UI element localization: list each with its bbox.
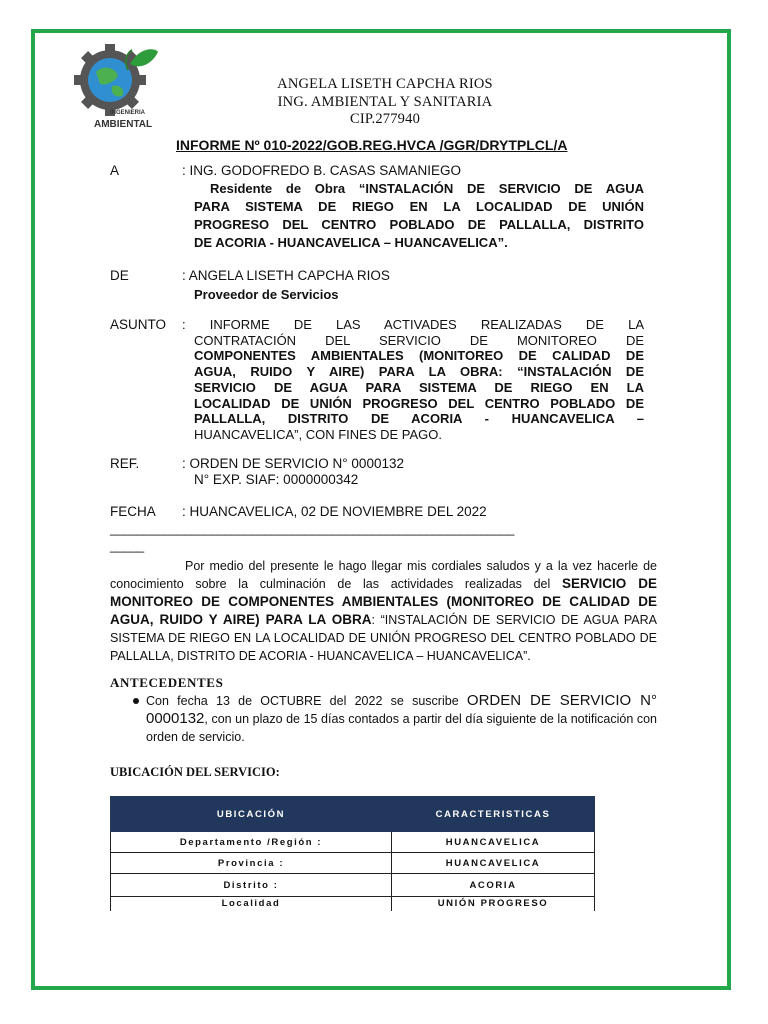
from-name: : ANGELA LISETH CAPCHA RIOS <box>182 268 390 283</box>
subject-line: HUANCAVELICA”, CON FINES DE PAGO. <box>194 426 443 442</box>
date-label: FECHA <box>110 504 156 519</box>
antecedentes-text: , con un plazo de 15 días contados a partir del día siguiente de la notificación con orden de servicio. <box>146 712 657 744</box>
table-cell: UNIÓN PROGRESO <box>392 897 595 912</box>
report-title: INFORME Nº 010-2022/GOB.REG.HVCA /GGR/DRYTPLCL/A <box>176 137 568 153</box>
ref-label: REF. <box>110 456 140 471</box>
ubicacion-heading: UBICACIÓN DEL SERVICIO: <box>110 765 280 779</box>
intro-text: : “INSTALACIÓN DE SERVICIO DE AGUA PARA SISTEMA DE RIEGO EN LA LOCALIDAD DE UNIÓN PROGRESO DEL CENTRO POBLADO DE PALLALLA, DISTRITO DE ACORIA - HUANCAVELICA – HUANCAVELICA”. <box>110 613 657 663</box>
table-row <box>111 874 595 897</box>
to-role <box>194 180 644 252</box>
subject-line: CONTRATACIÓN DEL SERVICIO DE MONITOREO DE <box>194 332 644 348</box>
subject-line: PALLALLA, DISTRITO DE ACORIA - HUANCAVELICA – <box>194 411 644 427</box>
author-profession: ING. AMBIENTAL Y SANITARIA <box>277 94 493 110</box>
table-cell: Localidad <box>111 897 392 912</box>
author-cip: CIP.277940 <box>349 111 421 127</box>
logo-small-text: INGENIERIA <box>110 110 146 116</box>
intro-text: Por medio del presente le hago llegar mis cordiales saludos y a la vez hacerle de conocimiento sobre la culminación de las actividades realizadas del <box>110 559 657 591</box>
table-row <box>111 832 595 853</box>
table-row <box>111 853 595 874</box>
subject-line: LOCALIDAD DE UNIÓN PROGRESO DEL CENTRO POBLADO DE <box>194 395 644 411</box>
intro-bold-text: SERVICIO DE MONITOREO DE COMPONENTES AMBIENTALES (MONITOREO DE CALIDAD DE AGUA, RUIDO Y AIRE) PARA LA OBRA <box>110 576 657 627</box>
table-header-cell: CARACTERISTICAS <box>392 797 595 832</box>
logo <box>68 42 160 132</box>
subject-line: COMPONENTES AMBIENTALES (MONITOREO DE CALIDAD DE <box>194 348 644 364</box>
to-role-line: PROGRESO DEL CENTRO POBLADO DE PALLALLA, DISTRITO <box>194 217 644 232</box>
author-name: ANGELA LISETH CAPCHA RIOS <box>277 76 493 92</box>
subject-label: ASUNTO <box>110 317 167 332</box>
antecedentes-text: Con fecha 13 de OCTUBRE del 2022 se suscribe <box>146 694 467 708</box>
table-cell: HUANCAVELICA <box>392 853 595 874</box>
to-label: A <box>110 163 120 178</box>
table-header-row <box>111 797 595 832</box>
table-cell: Provincia : <box>111 853 392 874</box>
table-cell: Departamento /Región : <box>111 832 392 853</box>
ref-order: : ORDEN DE SERVICIO N° 0000132 <box>182 456 404 471</box>
order-number-text: ORDEN DE SERVICIO N° 0000132 <box>146 692 657 727</box>
logo-big-text: AMBIENTAL <box>94 119 153 130</box>
subject-line: : INFORME DE LAS ACTIVADES REALIZADAS DE LA <box>182 317 644 332</box>
intro-paragraph <box>110 557 657 665</box>
bullet-icon <box>133 698 139 704</box>
to-role-line: PARA SISTEMA DE RIEGO EN LA LOCALIDAD DE UNIÓN <box>194 199 644 214</box>
to-name: : ING. GODOFREDO B. CASAS SAMANIEGO <box>182 163 462 178</box>
to-role-line: Residente de Obra “INSTALACIÓN DE SERVICIO DE AGUA <box>210 181 644 196</box>
separator-line: ____________________________________________________________ <box>110 521 514 536</box>
table-cell: HUANCAVELICA <box>392 832 595 853</box>
table-cell: Distrito : <box>111 874 392 897</box>
subject-line: SERVICIO DE AGUA PARA SISTEMA DE RIEGO EN LA <box>194 379 644 395</box>
antecedentes-heading: ANTECEDENTES <box>110 675 224 690</box>
location-table <box>110 796 595 911</box>
date-value: : HUANCAVELICA, 02 DE NOVIEMBRE DEL 2022 <box>182 504 487 519</box>
to-role-line: DE ACORIA - HUANCAVELICA – HUANCAVELICA”. <box>194 235 508 250</box>
table-header-cell: UBICACIÓN <box>111 797 392 832</box>
antecedentes-item <box>146 692 657 746</box>
separator-line: _____ <box>110 538 144 553</box>
subject-text <box>182 317 644 443</box>
table-row <box>111 897 595 912</box>
from-role: Proveedor de Servicios <box>194 287 339 302</box>
table-cell: ACORIA <box>392 874 595 897</box>
from-label: DE <box>110 268 129 283</box>
ref-siaf: N° EXP. SIAF: 0000000342 <box>194 472 359 487</box>
subject-line: AGUA, RUIDO Y AIRE) PARA LA OBRA: “INSTALACIÓN DE <box>194 364 644 380</box>
